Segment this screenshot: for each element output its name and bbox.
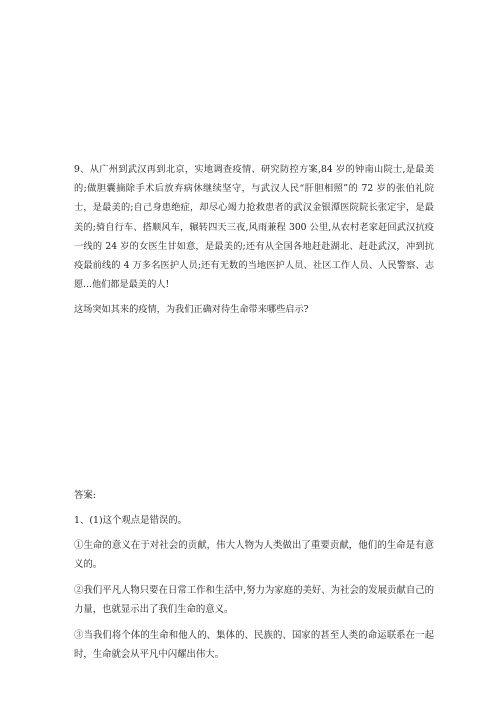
question-prompt: 这场突如其来的疫情，为我们正确对待生命带来哪些启示? <box>74 304 309 316</box>
answer-subheading: 1、(1)这个观点是错误的。 <box>74 515 187 526</box>
answer-block <box>74 486 434 671</box>
question-block <box>74 160 434 320</box>
question-paragraph: 9、从广州到武汉再到北京，实地调查疫情、研究防控方案,84 岁的钟南山院士,是最美的;做胆囊摘除手术后放弃病休继续坚守，与武汉人民“肝胆相照”的 72 岁的张伯礼院士，是最美的;自己身患绝症，却尽心竭力抢救患者的武汉金银潭医院院长张定宇，是最美的;骑自行车、搭顺风车，辗转四天三夜,风雨兼程 300 公里,从农村老家赶回武汉抗疫一线的 24 岁的女医生甘如意，是最美的;还有从全国各地赶赴湖北、赶赴武汉，冲到抗疫最前线的 4 万多名医护人员;还有无数的当地医护人员、社区工作人员、人民警察、志愿...他们都是最美的人! <box>74 164 434 291</box>
answer-item: ②我们平凡人物只要在日常工作和生活中,努力为家庭的美好、为社会的发展贡献自己的力量，也就显示出了我们生命的意义。 <box>74 585 434 615</box>
answer-item: ③当我们将个体的生命和他人的、集体的、民族的、国家的甚至人类的命运联系在一起时，生命就会从平凡中闪耀出伟大。 <box>74 630 434 660</box>
answer-item: ①生命的意义在于对社会的贡献，伟大人物为人类做出了重要贡献，他们的生命是有意义的。 <box>74 540 434 570</box>
answer-heading: 答案: <box>74 490 96 501</box>
